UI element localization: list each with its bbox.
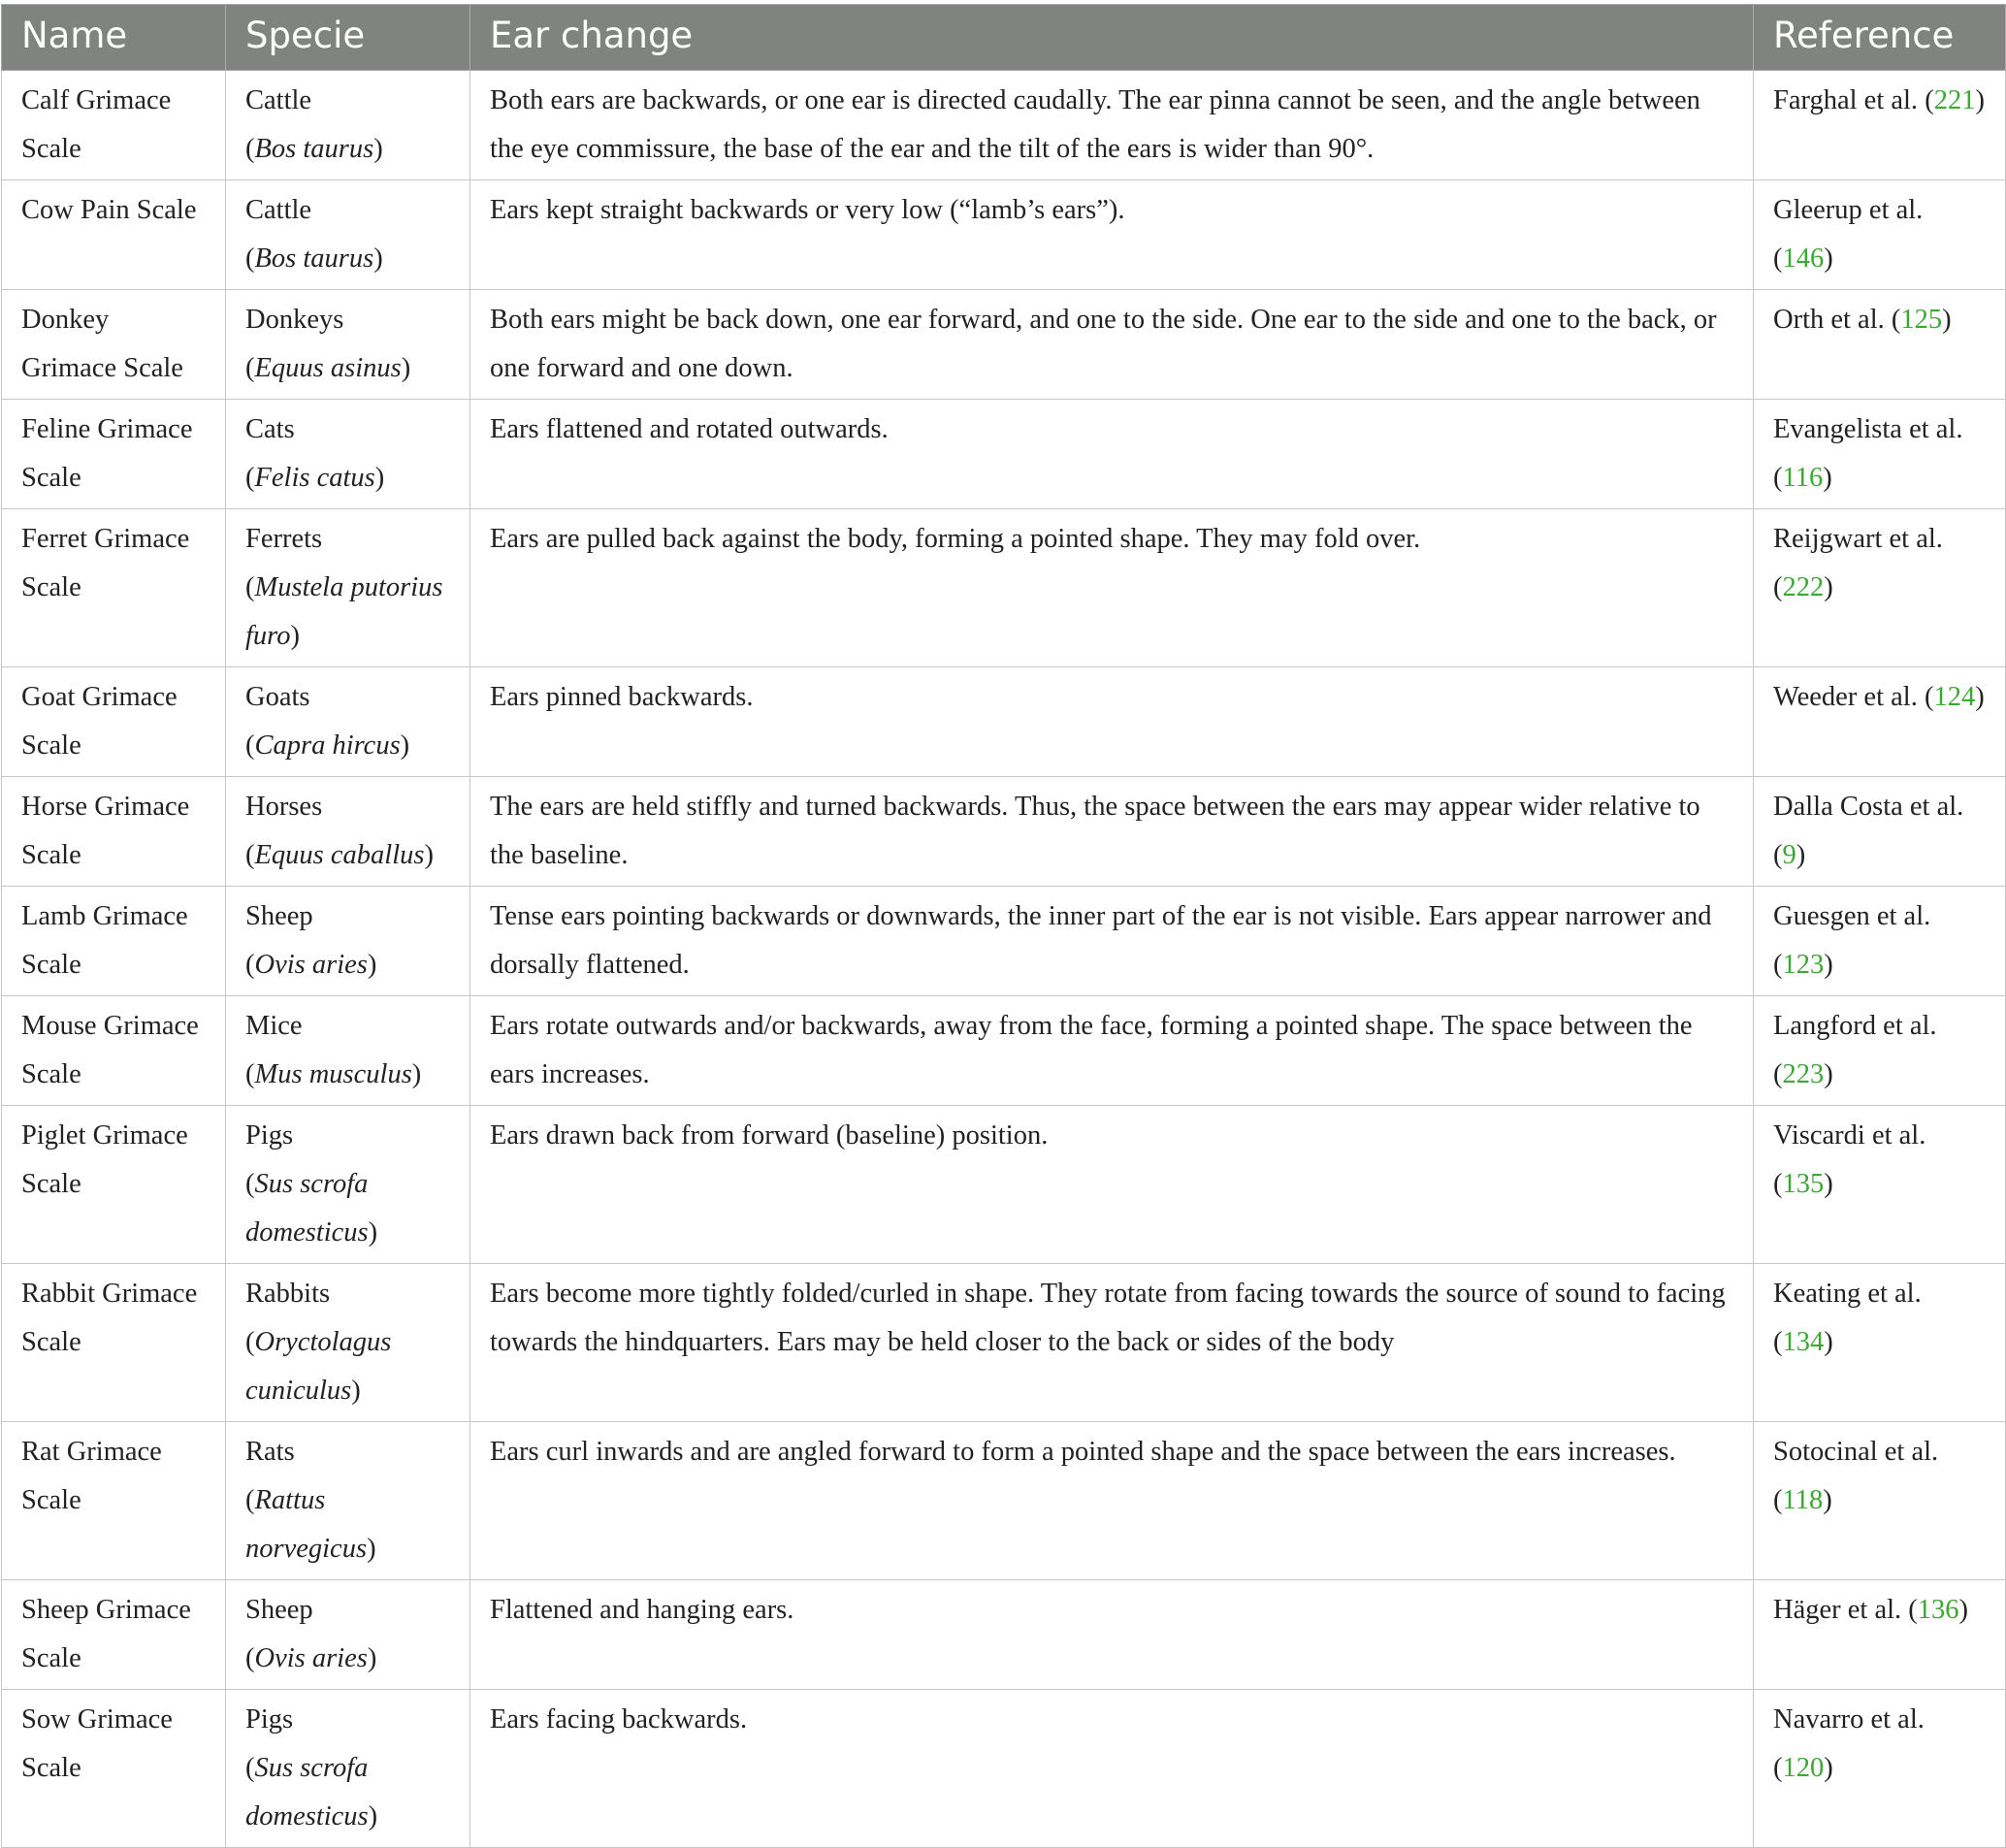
- scale-name: Donkey Grimace Scale: [21, 305, 183, 383]
- species-binomial: Mustela putorius furo: [245, 572, 443, 651]
- species-common-name: Pigs: [245, 1704, 294, 1735]
- cell-ear-change: [470, 887, 1754, 996]
- species-latin-name: (Ovis aries): [245, 950, 377, 980]
- ear-change-text: Flattened and hanging ears.: [490, 1595, 794, 1625]
- ear-change-text: Ears flattened and rotated outwards.: [490, 414, 889, 444]
- cell-name: [2, 667, 226, 777]
- reference-author: Häger et al.: [1773, 1595, 1902, 1625]
- reference-author: Farghal et al.: [1773, 85, 1919, 115]
- species-latin-name: (Equus asinus): [245, 353, 411, 383]
- ear-change-text: Ears pinned backwards.: [490, 682, 754, 712]
- reference-link[interactable]: 125: [1900, 305, 1943, 335]
- scale-name: Piglet Grimace Scale: [21, 1120, 188, 1199]
- reference-author: Langford et al.: [1773, 1011, 1937, 1041]
- cell-name: [2, 1690, 226, 1848]
- scale-name: Ferret Grimace Scale: [21, 524, 190, 602]
- species-latin-name: (Mus musculus): [245, 1059, 422, 1089]
- species-binomial: Equus caballus: [254, 840, 425, 870]
- reference-link[interactable]: 9: [1782, 840, 1796, 870]
- reference-link[interactable]: 123: [1782, 950, 1825, 980]
- cell-name: [2, 180, 226, 290]
- table-row: [2, 180, 2006, 290]
- reference-author: Viscardi et al.: [1773, 1120, 1926, 1151]
- cell-ear-change: [470, 1106, 1754, 1264]
- species-latin-name: (Oryctolagus cuniculus): [245, 1327, 392, 1406]
- species-common-name: Rats: [245, 1437, 295, 1467]
- scale-name: Lamb Grimace Scale: [21, 901, 188, 980]
- reference-link[interactable]: 221: [1933, 85, 1976, 115]
- reference-link[interactable]: 118: [1782, 1485, 1824, 1515]
- cell-ear-change: [470, 996, 1754, 1106]
- species-binomial: Rattus norvegicus: [245, 1485, 368, 1564]
- species-binomial: Sus scrofa domesticus: [245, 1169, 369, 1248]
- cell-name: [2, 71, 226, 180]
- cell-ear-change: [470, 400, 1754, 509]
- ear-change-text: Ears facing backwards.: [490, 1704, 748, 1735]
- cell-name: [2, 1264, 226, 1422]
- table-row: [2, 667, 2006, 777]
- species-common-name: Ferrets: [245, 524, 323, 554]
- table-row: [2, 1106, 2006, 1264]
- cell-reference: Gleerup et al. (146): [1754, 180, 2006, 290]
- reference-link[interactable]: 136: [1917, 1595, 1959, 1625]
- cell-name: [2, 290, 226, 400]
- table-row: [2, 1580, 2006, 1690]
- species-binomial: Oryctolagus cuniculus: [245, 1327, 392, 1406]
- table-row: [2, 400, 2006, 509]
- reference-author: Orth et al.: [1773, 305, 1885, 335]
- ear-change-text: Ears become more tightly folded/curled in shape. They rotate from facing towards the source of sound to facing towards the hindquarters. Ears may be held closer to the back or sides of the body: [490, 1279, 1726, 1357]
- header-reference: Reference: [1754, 5, 2006, 71]
- species-latin-name: (Sus scrofa domesticus): [245, 1753, 378, 1832]
- species-latin-name: (Bos taurus): [245, 243, 383, 274]
- cell-reference: Guesgen et al. (123): [1754, 887, 2006, 996]
- cell-reference: Keating et al. (134): [1754, 1264, 2006, 1422]
- cell-reference: Häger et al. (136): [1754, 1580, 2006, 1690]
- reference-author: Weeder et al.: [1773, 682, 1918, 712]
- reference-author: Evangelista et al.: [1773, 414, 1963, 444]
- reference-author: Dalla Costa et al.: [1773, 792, 1964, 822]
- table-row: [2, 1264, 2006, 1422]
- cell-specie: [226, 71, 470, 180]
- cell-specie: [226, 887, 470, 996]
- cell-reference: Farghal et al. (221): [1754, 71, 2006, 180]
- reference-link[interactable]: 223: [1782, 1059, 1825, 1089]
- cell-name: [2, 1422, 226, 1580]
- cell-specie: [226, 667, 470, 777]
- cell-ear-change: [470, 667, 1754, 777]
- cell-reference: Reijgwart et al. (222): [1754, 509, 2006, 667]
- cell-specie: [226, 400, 470, 509]
- scale-name: Sheep Grimace Scale: [21, 1595, 191, 1673]
- cell-specie: [226, 996, 470, 1106]
- scale-name: Goat Grimace Scale: [21, 682, 178, 761]
- species-binomial: Felis catus: [254, 463, 375, 493]
- cell-ear-change: [470, 71, 1754, 180]
- species-common-name: Cats: [245, 414, 295, 444]
- table-row: [2, 71, 2006, 180]
- table-body: [2, 71, 2006, 1848]
- reference-author: Keating et al.: [1773, 1279, 1922, 1309]
- species-latin-name: (Sus scrofa domesticus): [245, 1169, 378, 1248]
- cell-name: [2, 1106, 226, 1264]
- reference-link[interactable]: 124: [1933, 682, 1976, 712]
- table-row: [2, 509, 2006, 667]
- ear-change-text: Ears kept straight backwards or very low (“lamb’s ears”).: [490, 195, 1125, 225]
- cell-name: [2, 996, 226, 1106]
- table-row: [2, 887, 2006, 996]
- species-common-name: Sheep: [245, 901, 313, 931]
- species-common-name: Rabbits: [245, 1279, 331, 1309]
- species-binomial: Equus asinus: [254, 353, 402, 383]
- cell-name: [2, 1580, 226, 1690]
- table-row: [2, 290, 2006, 400]
- cell-specie: [226, 180, 470, 290]
- species-binomial: Ovis aries: [254, 1643, 368, 1673]
- cell-specie: [226, 1690, 470, 1848]
- species-common-name: Sheep: [245, 1595, 313, 1625]
- reference-link[interactable]: 120: [1782, 1753, 1825, 1783]
- ear-change-text: Ears rotate outwards and/or backwards, away from the face, forming a pointed shape. The space between the ears increases.: [490, 1011, 1693, 1089]
- scale-name: Calf Grimace Scale: [21, 85, 172, 164]
- reference-link[interactable]: 134: [1782, 1327, 1825, 1357]
- scale-name: Sow Grimace Scale: [21, 1704, 173, 1783]
- cell-ear-change: [470, 1690, 1754, 1848]
- cell-reference: Evangelista et al. (116): [1754, 400, 2006, 509]
- cell-reference: Langford et al. (223): [1754, 996, 2006, 1106]
- species-latin-name: (Felis catus): [245, 463, 385, 493]
- species-common-name: Mice: [245, 1011, 303, 1041]
- cell-specie: [226, 1422, 470, 1580]
- cell-name: [2, 400, 226, 509]
- ear-change-text: Ears are pulled back against the body, forming a pointed shape. They may fold over.: [490, 524, 1421, 554]
- reference-author: Reijgwart et al.: [1773, 524, 1943, 554]
- species-latin-name: (Capra hircus): [245, 730, 410, 761]
- cell-specie: [226, 777, 470, 887]
- ear-change-text: Ears curl inwards and are angled forward to form a pointed shape and the space between the ears increases.: [490, 1437, 1676, 1467]
- cell-ear-change: [470, 1422, 1754, 1580]
- cell-specie: [226, 290, 470, 400]
- cell-reference: Navarro et al. (120): [1754, 1690, 2006, 1848]
- header-specie: Specie: [226, 5, 470, 71]
- reference-author: Gleerup et al.: [1773, 195, 1924, 225]
- reference-link[interactable]: 135: [1782, 1169, 1825, 1199]
- species-binomial: Bos taurus: [254, 243, 374, 274]
- cell-ear-change: [470, 777, 1754, 887]
- table-row: [2, 777, 2006, 887]
- species-common-name: Donkeys: [245, 305, 344, 335]
- ear-change-text: Ears drawn back from forward (baseline) position.: [490, 1120, 1049, 1151]
- species-latin-name: (Rattus norvegicus): [245, 1485, 376, 1564]
- cell-name: [2, 509, 226, 667]
- header-row: [2, 5, 2006, 71]
- cell-reference: Sotocinal et al. (118): [1754, 1422, 2006, 1580]
- scale-name: Horse Grimace Scale: [21, 792, 190, 870]
- cell-specie: [226, 1106, 470, 1264]
- species-common-name: Horses: [245, 792, 323, 822]
- header-name: Name: [2, 5, 226, 71]
- scale-name: Feline Grimace Scale: [21, 414, 193, 493]
- cell-specie: [226, 509, 470, 667]
- species-binomial: Capra hircus: [254, 730, 401, 761]
- cell-reference: Weeder et al. (124): [1754, 667, 2006, 777]
- reference-author: Navarro et al.: [1773, 1704, 1925, 1735]
- cell-reference: Viscardi et al. (135): [1754, 1106, 2006, 1264]
- species-latin-name: (Mustela putorius furo): [245, 572, 443, 651]
- ear-change-text: Both ears might be back down, one ear forward, and one to the side. One ear to the side and one to the back, or one forward and one down.: [490, 305, 1717, 383]
- table-row: [2, 1422, 2006, 1580]
- scale-name: Rat Grimace Scale: [21, 1437, 162, 1515]
- table-row: [2, 1690, 2006, 1848]
- species-binomial: Mus musculus: [254, 1059, 412, 1089]
- species-common-name: Pigs: [245, 1120, 294, 1151]
- scale-name: Mouse Grimace Scale: [21, 1011, 199, 1089]
- scale-name: Cow Pain Scale: [21, 195, 197, 225]
- cell-specie: [226, 1264, 470, 1422]
- cell-ear-change: [470, 180, 1754, 290]
- species-binomial: Sus scrofa domesticus: [245, 1753, 369, 1832]
- ear-change-text: The ears are held stiffly and turned backwards. Thus, the space between the ears may appear wider relative to the baseline.: [490, 792, 1700, 870]
- cell-name: [2, 777, 226, 887]
- cell-ear-change: [470, 1264, 1754, 1422]
- table-row: [2, 996, 2006, 1106]
- cell-ear-change: [470, 290, 1754, 400]
- ear-change-text: Both ears are backwards, or one ear is directed caudally. The ear pinna cannot be seen, and the angle between the eye commissure, the base of the ear and the tilt of the ears is wider than 90°.: [490, 85, 1700, 164]
- ear-change-text: Tense ears pointing backwards or downwards, the inner part of the ear is not visible. Ears appear narrower and dorsally flattened.: [490, 901, 1712, 980]
- reference-link[interactable]: 222: [1782, 572, 1825, 602]
- species-common-name: Cattle: [245, 195, 312, 225]
- reference-author: Guesgen et al.: [1773, 901, 1931, 931]
- species-common-name: Goats: [245, 682, 310, 712]
- cell-reference: Dalla Costa et al. (9): [1754, 777, 2006, 887]
- species-binomial: Bos taurus: [254, 134, 374, 164]
- reference-author: Sotocinal et al.: [1773, 1437, 1939, 1467]
- cell-ear-change: [470, 1580, 1754, 1690]
- species-latin-name: (Ovis aries): [245, 1643, 377, 1673]
- species-latin-name: (Bos taurus): [245, 134, 383, 164]
- cell-name: [2, 887, 226, 996]
- cell-reference: Orth et al. (125): [1754, 290, 2006, 400]
- species-common-name: Cattle: [245, 85, 312, 115]
- reference-link[interactable]: 116: [1782, 463, 1824, 493]
- species-binomial: Ovis aries: [254, 950, 368, 980]
- species-latin-name: (Equus caballus): [245, 840, 434, 870]
- scale-name: Rabbit Grimace Scale: [21, 1279, 198, 1357]
- reference-link[interactable]: 146: [1782, 243, 1825, 274]
- header-ear-change: Ear change: [470, 5, 1754, 71]
- grimace-scale-table: [1, 4, 2006, 1848]
- cell-specie: [226, 1580, 470, 1690]
- cell-ear-change: [470, 509, 1754, 667]
- table-header: [2, 5, 2006, 71]
